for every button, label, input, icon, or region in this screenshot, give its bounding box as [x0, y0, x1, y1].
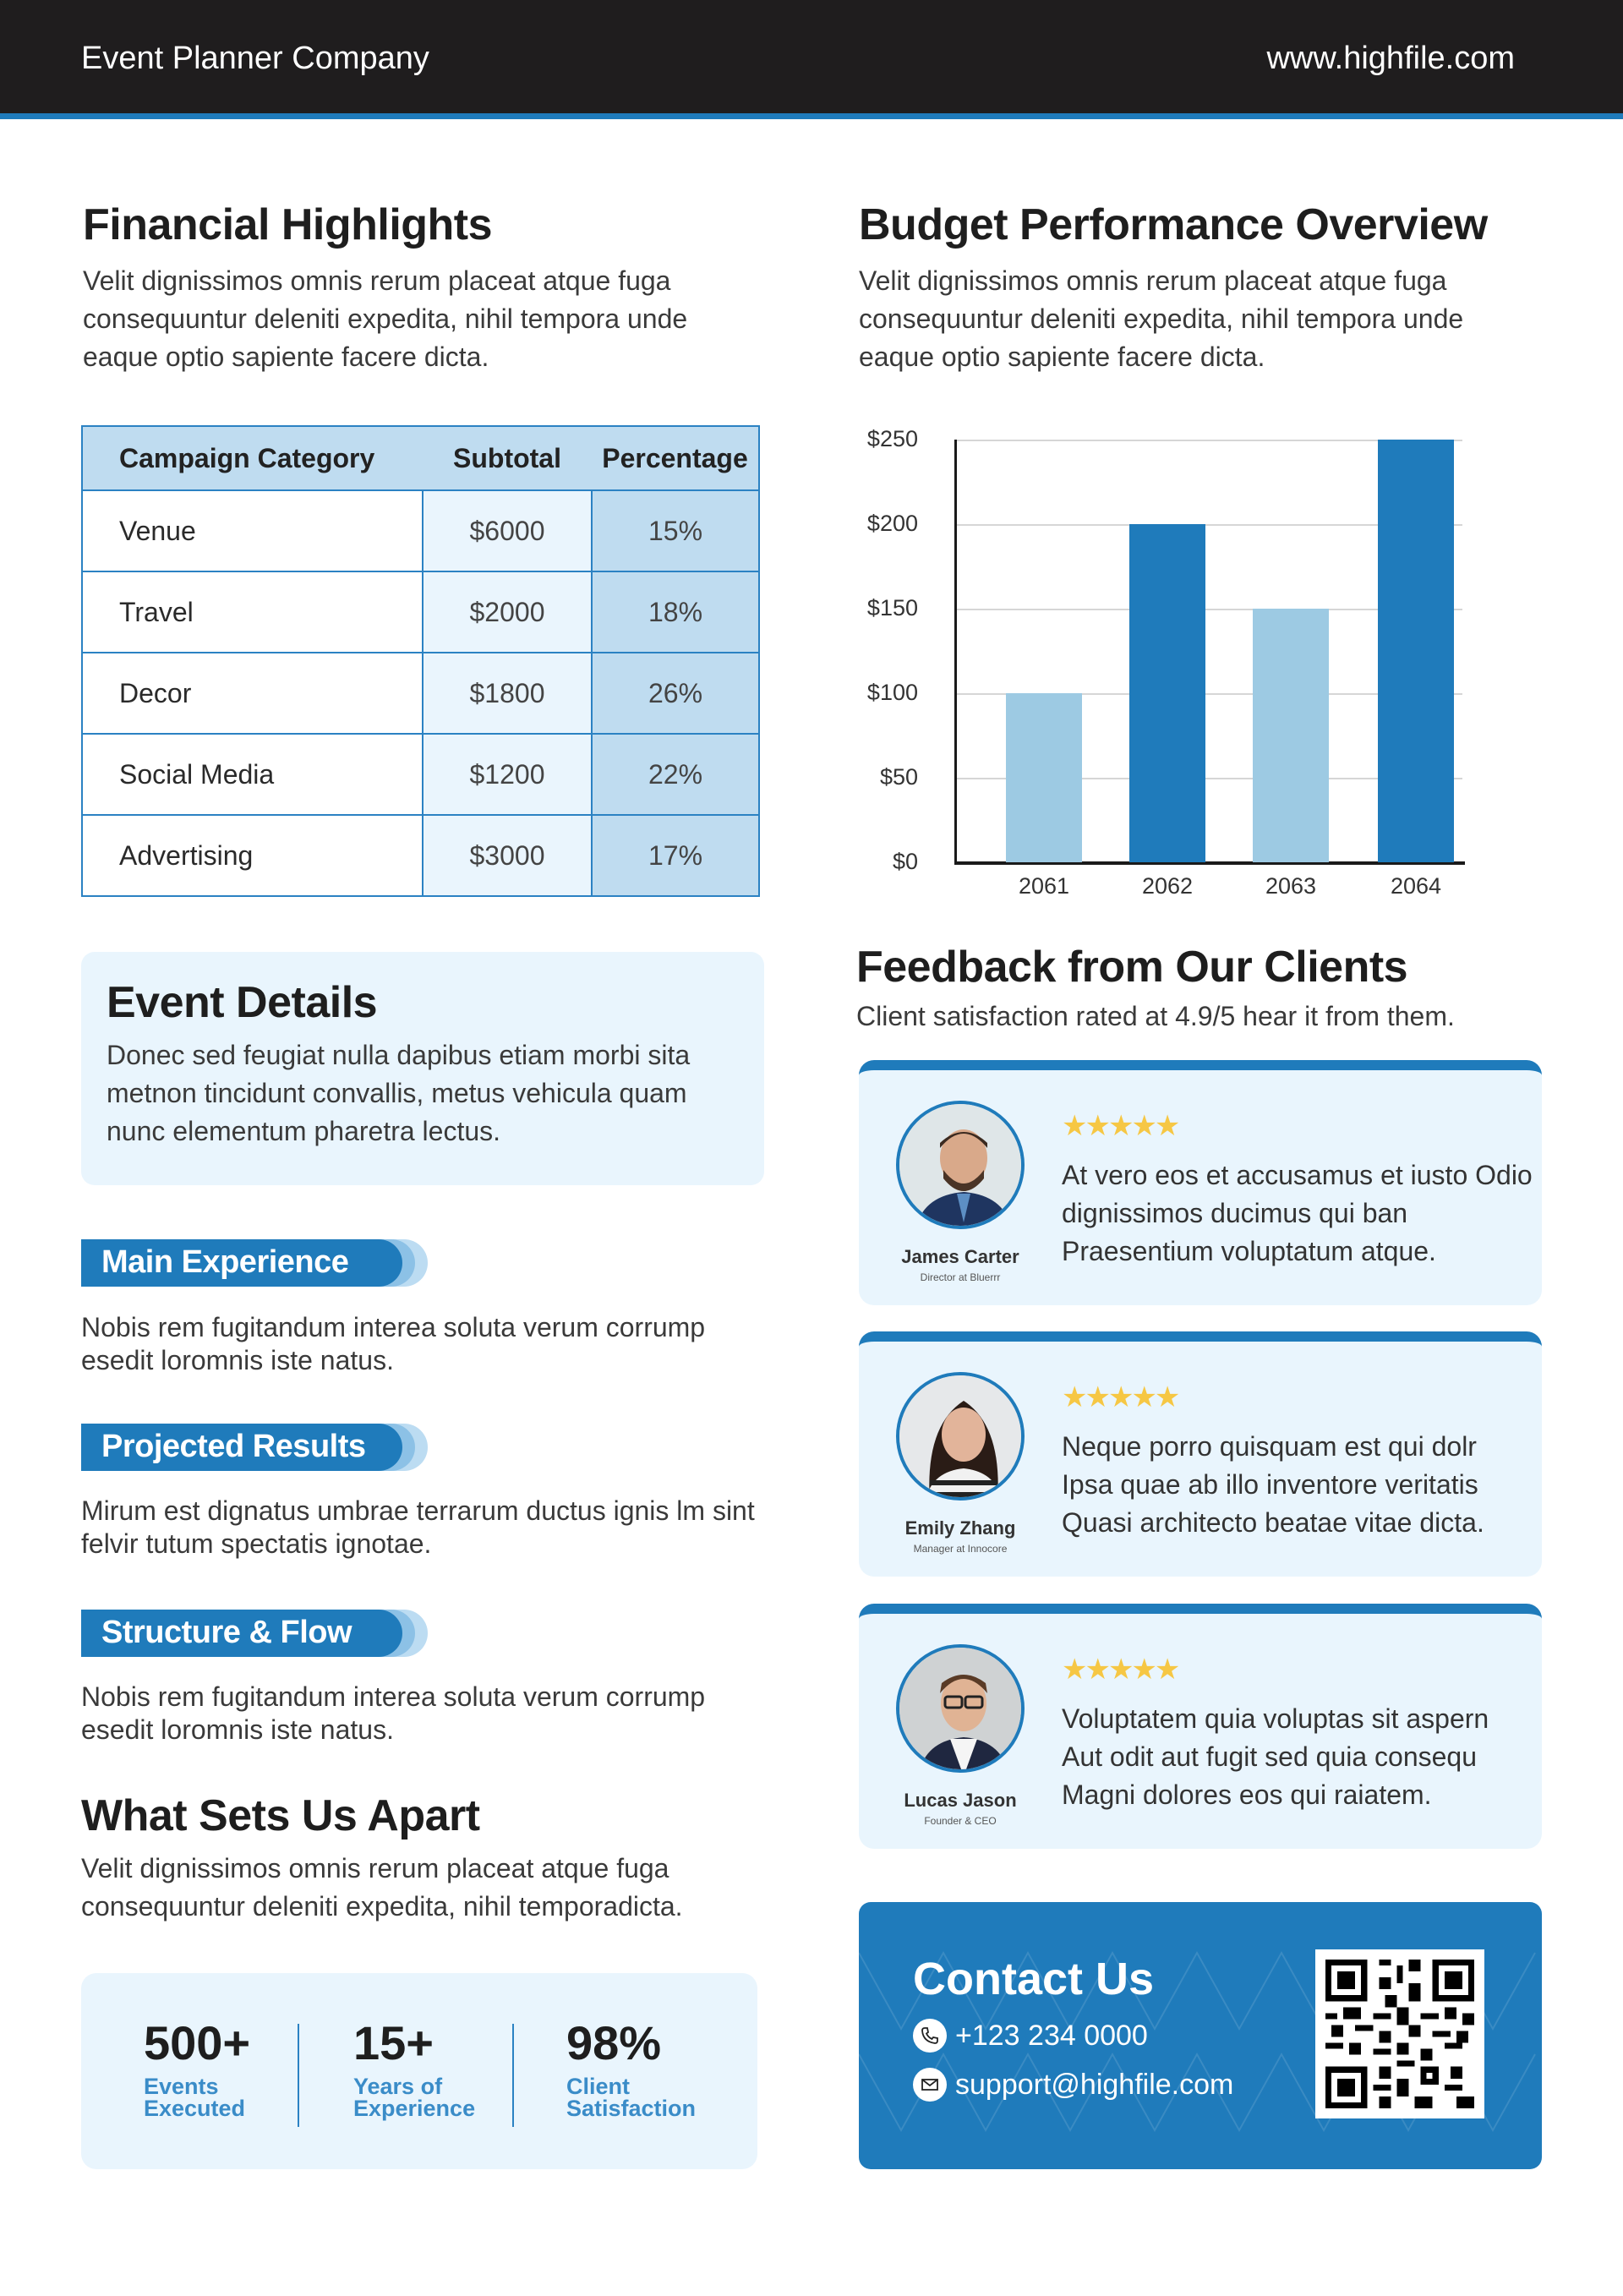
person-icon — [899, 1104, 1025, 1229]
divider — [298, 2024, 299, 2127]
section-body: Velit dignissimos omnis rerum placeat atque fuga consequuntur deleniti expedita, nihil tempora unde eaque optio sapiente facere dicta. — [859, 265, 1464, 372]
y-tick-label: $0 — [892, 849, 918, 874]
table-row — [82, 734, 759, 815]
pill-projected-results — [81, 1424, 428, 1471]
pill-main-experience — [81, 1239, 428, 1287]
bar-2061 — [1006, 693, 1082, 862]
client-name: Lucas Jason — [904, 1790, 1017, 1811]
section-body: Velit dignissimos omnis rerum placeat atque fuga consequuntur deleniti expedita, nihil tempora unde eaque optio sapiente facere dicta. — [83, 265, 688, 372]
y-tick-label: $100 — [866, 680, 918, 705]
star-rating-icon: ★★★★★ — [1062, 1381, 1178, 1413]
section-title: What Sets Us Apart — [81, 1791, 480, 1840]
pill-label: Projected Results — [101, 1429, 366, 1464]
bar-2064 — [1378, 440, 1454, 862]
category-cell: Social Media — [82, 734, 423, 815]
what-sets-us-apart-section — [81, 1790, 774, 1926]
testimonial-card — [859, 1331, 1542, 1577]
phone-row[interactable] — [913, 2019, 1148, 2053]
stat-value: 98% — [566, 2016, 662, 2069]
column-header: Percentage — [592, 426, 759, 490]
client-role: Founder & CEO — [924, 1815, 997, 1827]
testimonial-quote: Neque porro quisquam est qui dolr Ipsa quae ab illo inventore veritatis Quasi architecto beatae vitae dicta. — [1062, 1431, 1484, 1538]
budget-bar-chart — [854, 423, 1496, 913]
stats-panel — [81, 1973, 757, 2169]
phone-number[interactable]: +123 234 0000 — [955, 2019, 1148, 2052]
table-row — [82, 490, 759, 571]
email-address[interactable]: support@highfile.com — [955, 2068, 1234, 2101]
y-tick-label: $150 — [866, 595, 918, 620]
divider — [512, 2024, 514, 2127]
avatar — [896, 1101, 1025, 1229]
financial-table — [81, 425, 760, 897]
column-header: Subtotal — [423, 426, 592, 490]
category-cell: Advertising — [82, 815, 423, 896]
y-tick-label: $200 — [866, 511, 918, 536]
pill-label: Structure & Flow — [101, 1615, 352, 1650]
testimonial-quote: At vero eos et accusamus et iusto Odio dignissimos ducimus qui ban Praesentium voluptatum atque. — [1062, 1160, 1533, 1266]
stat-satisfaction — [566, 2015, 696, 2119]
email-row[interactable] — [913, 2068, 1233, 2102]
x-tick-label: 2064 — [1390, 873, 1442, 899]
pill-label: Main Experience — [101, 1244, 349, 1280]
stat-value: 500+ — [144, 2016, 251, 2069]
testimonial-quote: Voluptatem quia voluptas sit aspern Aut odit aut fugit sed quia consequ Magni dolores eos qui raiatem. — [1062, 1703, 1489, 1810]
stat-label: Client Satisfaction — [566, 2074, 697, 2121]
pill-structure-flow — [81, 1610, 428, 1657]
subtotal-cell: $1200 — [423, 734, 592, 815]
stat-years — [353, 2015, 475, 2119]
person-icon — [899, 1648, 1025, 1773]
website-link[interactable]: www.highfile.com — [1266, 41, 1515, 76]
subtotal-cell: $3000 — [423, 815, 592, 896]
financial-highlights-section — [83, 200, 776, 376]
section-body: Donec sed feugiat nulla dapibus etiam morbi sita metnon tincidunt convallis, metus vehicula quam nunc elementum pharetra lectus. — [107, 1040, 691, 1146]
client-name: James Carter — [901, 1246, 1019, 1267]
section-subtitle: Client satisfaction rated at 4.9/5 hear it from them. — [856, 1001, 1455, 1031]
category-cell: Venue — [82, 490, 423, 571]
stat-label: Events Executed — [144, 2074, 246, 2121]
person-icon — [899, 1375, 1025, 1501]
percentage-cell: 15% — [592, 490, 759, 571]
x-tick-label: 2061 — [1018, 873, 1070, 899]
client-role: Director at Bluerrr — [920, 1271, 1001, 1283]
avatar — [896, 1644, 1025, 1773]
star-rating-icon: ★★★★★ — [1062, 1654, 1178, 1686]
mail-icon — [913, 2068, 947, 2102]
x-tick-label: 2062 — [1141, 873, 1194, 899]
qr-code-icon — [1325, 1960, 1474, 2108]
y-axis — [954, 440, 957, 864]
qr-code[interactable] — [1315, 1949, 1484, 2118]
table-row — [82, 571, 759, 653]
table-header-row — [82, 426, 759, 490]
top-bar — [0, 0, 1623, 119]
subtotal-cell: $1800 — [423, 653, 592, 734]
stat-label: Years of Experience — [353, 2074, 476, 2121]
event-details-card — [81, 952, 764, 1185]
percentage-cell: 18% — [592, 571, 759, 653]
feedback-section — [856, 942, 1549, 1036]
avatar — [896, 1372, 1025, 1501]
x-tick-label: 2063 — [1265, 873, 1317, 899]
category-cell: Decor — [82, 653, 423, 734]
stat-events — [144, 2015, 250, 2119]
section-title: Feedback from Our Clients — [856, 943, 1408, 992]
pill-body: Nobis rem fugitandum interea soluta verum corrump esedit loromnis iste natus. — [81, 1312, 706, 1375]
percentage-cell: 17% — [592, 815, 759, 896]
percentage-cell: 22% — [592, 734, 759, 815]
category-cell: Travel — [82, 571, 423, 653]
pill-body: Mirum est dignatus umbrae terrarum ductus ignis lm sint felvir tutum spectatis ignotae. — [81, 1495, 755, 1559]
brand-name: Event Planner Company — [81, 41, 429, 76]
bar-2063 — [1253, 609, 1329, 862]
percentage-cell: 26% — [592, 653, 759, 734]
pill-body: Nobis rem fugitandum interea soluta verum corrump esedit loromnis iste natus. — [81, 1681, 706, 1745]
column-header: Campaign Category — [82, 426, 423, 490]
stat-value: 15+ — [353, 2016, 434, 2069]
contact-card — [859, 1902, 1542, 2169]
subtotal-cell: $2000 — [423, 571, 592, 653]
table-row — [82, 653, 759, 734]
testimonial-card — [859, 1604, 1542, 1849]
testimonial-card — [859, 1060, 1542, 1305]
table-row — [82, 815, 759, 896]
subtotal-cell: $6000 — [423, 490, 592, 571]
section-title: Budget Performance Overview — [859, 200, 1488, 249]
phone-icon — [913, 2019, 947, 2053]
section-title: Event Details — [107, 978, 378, 1027]
section-body: Velit dignissimos omnis rerum placeat atque fuga consequuntur deleniti expedita, nihil temporadicta. — [81, 1853, 683, 1922]
y-tick-label: $250 — [866, 426, 918, 451]
budget-performance-section — [859, 200, 1552, 376]
y-tick-label: $50 — [879, 764, 918, 790]
client-role: Manager at Innocore — [913, 1543, 1008, 1555]
bar-2062 — [1129, 524, 1205, 862]
section-title: Financial Highlights — [83, 200, 493, 249]
star-rating-icon: ★★★★★ — [1062, 1110, 1178, 1142]
client-name: Emily Zhang — [904, 1517, 1016, 1539]
contact-title: Contact Us — [913, 1954, 1155, 2004]
